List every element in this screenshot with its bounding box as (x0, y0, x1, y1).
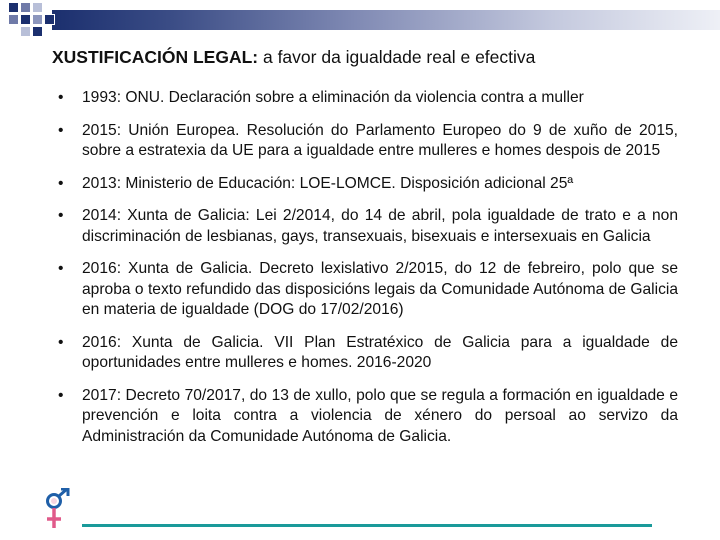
footer-accent-line (82, 524, 652, 527)
header-gradient-bar (52, 10, 720, 30)
bullet-icon: • (58, 89, 64, 106)
legal-list (58, 88, 678, 459)
bullet-icon: • (58, 174, 64, 192)
decor-square (20, 26, 31, 37)
list-item (58, 259, 678, 321)
page-title (52, 47, 692, 68)
bullet-icon: • (58, 386, 64, 404)
bullet-icon: • (58, 333, 64, 351)
list-item (58, 206, 678, 247)
male-female-symbol-icon (42, 488, 72, 530)
decor-square (44, 14, 55, 25)
list-item-text: 2015: Unión Europea. Resolución do Parlamento Europeo do 9 de xuño de 2015, sobre a estratexia da UE para a igualdade entre mulleres e homes despois de 2015 (82, 121, 678, 159)
decor-square (20, 14, 31, 25)
decor-square (20, 2, 31, 13)
bullet-icon: • (58, 121, 64, 139)
list-item-text: 2014: Xunta de Galicia: Lei 2/2014, do 14 de abril, pola igualdade de trato e a non discriminación de lesbianas, gays, transexuais, bisexuais e intersexuais en Galicia (82, 207, 678, 245)
decor-square (8, 2, 19, 13)
list-item (58, 386, 678, 448)
list-item-text: 2016: Xunta de Galicia. Decreto lexislativo 2/2015, do 12 de febreiro, polo que se aproba o texto refundido das disposicións legais da Comunidade Autónoma de Galicia en materia de igualdade (DOG do 17/02/2016) (82, 260, 678, 318)
list-item (58, 174, 678, 195)
title-bold: XUSTIFICACIÓN LEGAL: (52, 47, 259, 67)
decor-square (32, 2, 43, 13)
list-item-text: 2016: Xunta de Galicia. VII Plan Estratéxico de Galicia para a igualdade de oportunidades entre mulleres e homes. 2016-2020 (82, 333, 678, 371)
list-item (58, 333, 678, 374)
bullet-icon: • (58, 260, 64, 277)
list-item-text: 1993: ONU. Declaración sobre a eliminación da violencia contra a muller (82, 89, 584, 106)
list-item-text: 2017: Decreto 70/2017, do 13 de xullo, polo que se regula a formación en igualdade e prevención e loita contra a violencia de xénero do persoal ao servizo da Administración da Comunidade Autónoma de Galicia. (82, 386, 678, 445)
list-item (58, 88, 678, 109)
title-rest: a favor da igualdade real e efectiva (258, 47, 536, 67)
decor-square (32, 26, 43, 37)
decor-square (8, 14, 19, 25)
header-decoration (0, 0, 720, 40)
list-item (58, 121, 678, 162)
bullet-icon: • (58, 207, 64, 224)
list-item-text: 2013: Ministerio de Educación: LOE-LOMCE. Disposición adicional 25ª (82, 174, 574, 192)
decor-square (32, 14, 43, 25)
